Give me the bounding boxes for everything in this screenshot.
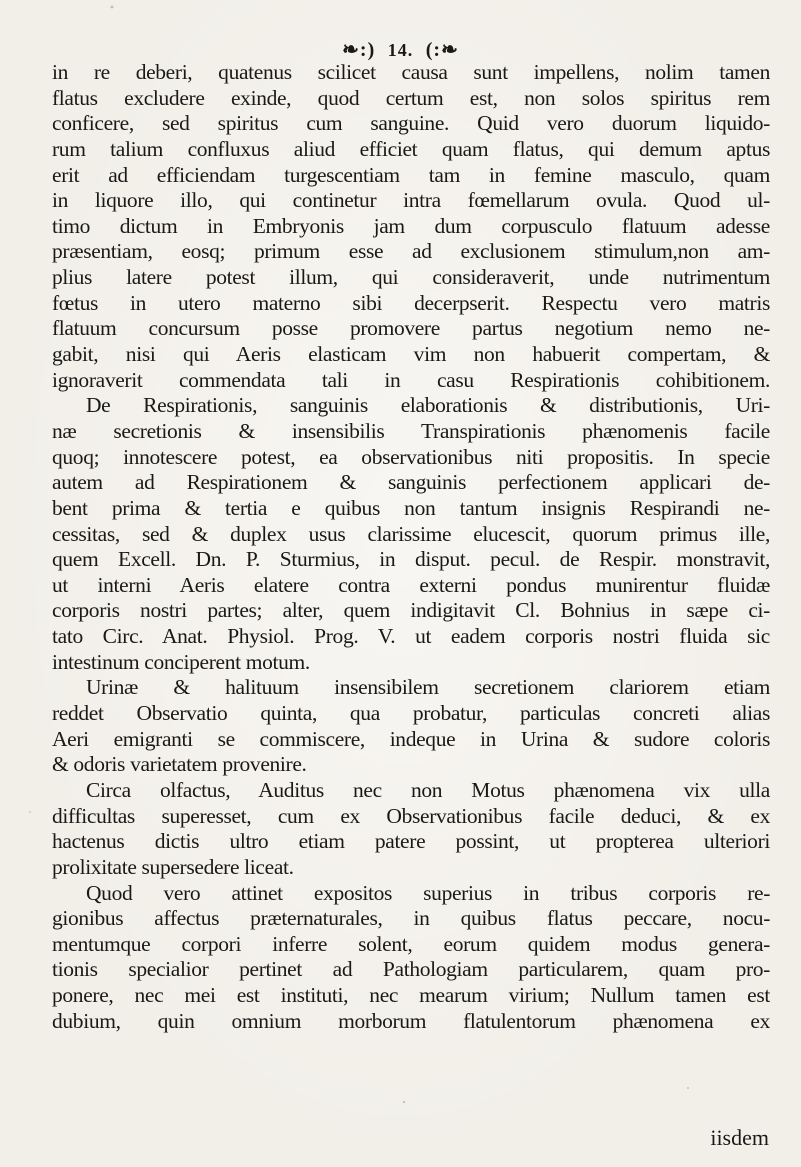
text-line: reddet Observatio quinta, qua probatur, particulas concreti alias xyxy=(52,701,770,726)
text-line: intestinum conciperent motum. xyxy=(52,649,310,674)
text-line: prolixitate supersedere liceat. xyxy=(52,854,294,879)
catchword: iisdem xyxy=(710,1125,769,1150)
text-line: gabit, nisi qui Aeris elasticam vim non habuerit compertam, & xyxy=(52,342,770,367)
body-text xyxy=(52,60,770,1034)
text-line: dubium, quin omnium morborum flatulentorum phænomena ex xyxy=(52,1008,770,1033)
text-line: præsentiam, eosq; primum esse ad exclusionem stimulum,non am- xyxy=(52,239,770,264)
text-line: ignoraverit commendata tali in casu Respirationis cohibitionem. xyxy=(52,367,770,392)
text-line: mentumque corpori inferre solent, eorum quidem modus genera- xyxy=(52,931,770,956)
text-line: quoq; innotescere potest, ea observationibus niti propositis. In specie xyxy=(52,444,770,469)
head-ornament-right-icon: (:❧ xyxy=(425,39,459,61)
text-line: plius latere potest illum, qui consideraverit, unde nutrimentum xyxy=(52,265,770,290)
text-line: gionibus affectus præternaturales, in quibus flatus peccare, nocu- xyxy=(52,906,770,931)
text-line: rum talium confluxus aliud efficiet quam flatus, qui demum aptus xyxy=(52,136,770,161)
text-line: tionis specialior pertinet ad Pathologiam particularem, quam pro- xyxy=(52,957,770,982)
text-line: corporis nostri partes; alter, quem indigitavit Cl. Bohnius in sæpe ci- xyxy=(52,598,770,623)
text-line: Urinæ & halituum insensibilem secretionem clariorem etiam xyxy=(86,675,770,700)
text-line: Aeri emigranti se commiscere, indeque in Urina & sudore coloris xyxy=(52,726,770,751)
text-line: conficere, sed spiritus cum sanguine. Quid vero duorum liquido- xyxy=(52,111,770,136)
head-ornament-left-icon: ❧:) xyxy=(342,39,376,61)
text-line: cessitas, sed & duplex usus clarissime elucescit, quorum primus ille, xyxy=(52,521,770,546)
text-line: & odoris varietatem provenire. xyxy=(52,752,307,777)
text-line: in re deberi, quatenus scilicet causa sunt impellens, nolim tamen xyxy=(52,60,770,84)
text-line: hactenus dictis ultro etiam patere possint, ut propterea ulteriori xyxy=(52,829,770,854)
text-line: timo dictum in Embryonis jam dum corpusculo flatuum adesse xyxy=(52,213,770,238)
text-line: ut interni Aeris elatere contra externi pondus munirentur fluidæ xyxy=(52,572,770,597)
running-head xyxy=(0,36,801,62)
text-line: autem ad Respirationem & sanguinis perfectionem applicari de- xyxy=(52,470,770,495)
text-line: bent prima & tertia e quibus non tantum insignis Respirandi ne- xyxy=(52,495,770,520)
text-line: Circa olfactus, Auditus nec non Motus phænomena vix ulla xyxy=(86,777,770,802)
text-line: erit ad efficiendam turgescentiam tam in femine masculo, quam xyxy=(52,162,770,187)
text-line: tato Circ. Anat. Physiol. Prog. V. ut eadem corporis nostri fluida sic xyxy=(52,624,770,649)
text-line: Quod vero attinet expositos superius in tribus corporis re- xyxy=(86,880,770,905)
text-line: quem Excell. Dn. P. Sturmius, in disput. pecul. de Respir. monstravit, xyxy=(52,547,770,572)
text-line: ponere, nec mei est instituti, nec mearum virium; Nullum tamen est xyxy=(52,983,770,1008)
text-line: næ secretionis & insensibilis Transpirationis phænomenis facile xyxy=(52,418,770,443)
text-line: flatus excludere exinde, quod certum est, non solos spiritus rem xyxy=(52,85,770,110)
text-line: in liquore illo, qui continetur intra fœmellarum ovula. Quod ul- xyxy=(52,188,770,213)
text-line: flatuum concursum posse promovere partus negotium nemo ne- xyxy=(52,316,770,341)
page-number: 14. xyxy=(387,40,414,60)
text-line: difficultas superesset, cum ex Observationibus facile deduci, & ex xyxy=(52,803,770,828)
text-line: De Respirationis, sanguinis elaborationis & distributionis, Uri- xyxy=(86,393,770,418)
text-line: fœtus in utero materno sibi decerpserit. Respectu vero matris xyxy=(52,290,770,315)
